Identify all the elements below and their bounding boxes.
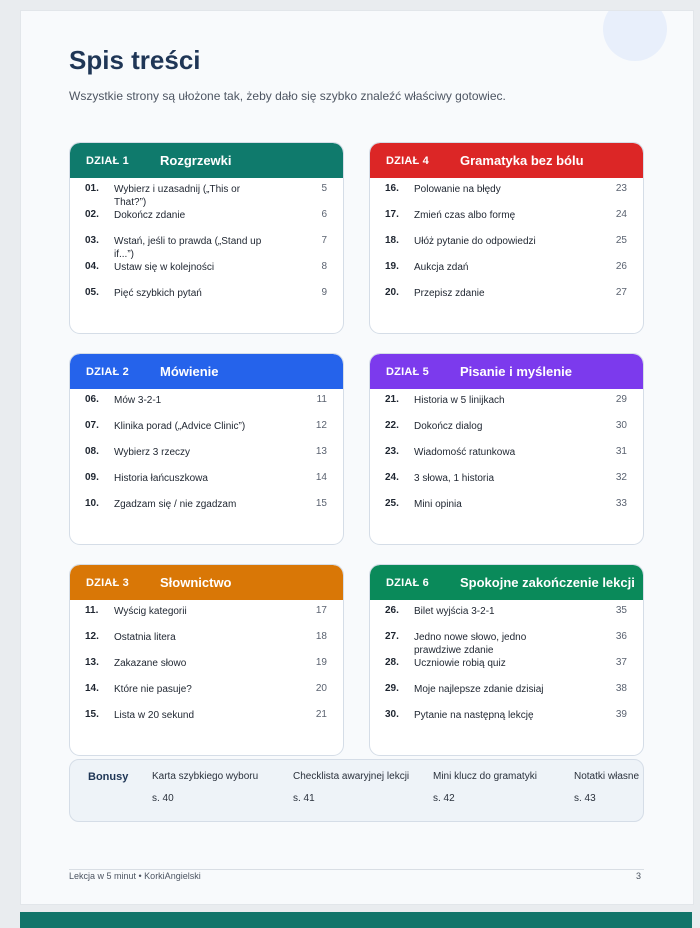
entry-title: Wybierz 3 rzeczy xyxy=(114,447,191,458)
entry-number: 29. xyxy=(385,683,399,694)
entry-title: Przepisz zdanie xyxy=(414,288,485,299)
entry-number: 17. xyxy=(385,209,399,220)
bonus-item[interactable] xyxy=(433,771,571,804)
section-items xyxy=(370,178,643,313)
entry-number: 01. xyxy=(85,183,99,194)
bonus-item-name: Checklista awaryjnej lekcji xyxy=(293,771,410,782)
toc-entry[interactable] xyxy=(370,498,643,524)
toc-entry[interactable] xyxy=(70,209,343,235)
bonus-item-page: s. 43 xyxy=(574,793,596,804)
toc-entry[interactable] xyxy=(70,446,343,472)
entry-page: 5 xyxy=(321,183,327,194)
entry-title: Lista w 20 sekund xyxy=(114,710,195,721)
toc-entry[interactable] xyxy=(70,709,343,735)
entry-number: 23. xyxy=(385,446,399,457)
entry-number: 12. xyxy=(85,631,99,642)
entry-number: 02. xyxy=(85,209,99,220)
entry-page: 15 xyxy=(315,498,327,509)
entry-number: 27. xyxy=(385,631,399,642)
section-title: Pisanie i myślenie xyxy=(460,364,573,379)
bonus-item-page: s. 41 xyxy=(293,793,315,804)
entry-page: 7 xyxy=(321,235,327,246)
toc-entry[interactable] xyxy=(370,394,643,420)
toc-entry[interactable] xyxy=(370,183,643,209)
entry-page: 9 xyxy=(321,287,327,298)
entry-page: 27 xyxy=(615,287,627,298)
entry-number: 24. xyxy=(385,472,399,483)
entry-title: Ostatnia litera xyxy=(114,632,176,643)
bonus-item-name: Mini klucz do gramatyki xyxy=(433,771,537,782)
entry-number: 10. xyxy=(85,498,99,509)
entry-page: 30 xyxy=(615,420,627,431)
toc-entry[interactable] xyxy=(70,472,343,498)
entry-title: 3 słowa, 1 historia xyxy=(414,473,495,484)
section-card xyxy=(369,353,644,545)
entry-page: 38 xyxy=(615,683,627,694)
section-items xyxy=(370,389,643,524)
entry-number: 06. xyxy=(85,394,99,405)
toc-entry[interactable] xyxy=(370,261,643,287)
bonus-item[interactable] xyxy=(152,771,290,804)
entry-title: Dokończ zdanie xyxy=(114,210,186,221)
section-header[interactable] xyxy=(370,565,643,600)
toc-entry[interactable] xyxy=(370,605,643,631)
section-items xyxy=(70,178,343,313)
section-card xyxy=(369,142,644,334)
toc-entry[interactable] xyxy=(70,498,343,524)
entry-number: 07. xyxy=(85,420,99,431)
toc-entry[interactable] xyxy=(70,683,343,709)
entry-title: Bilet wyjścia 3-2-1 xyxy=(414,606,495,617)
entry-number: 08. xyxy=(85,446,99,457)
entry-page: 32 xyxy=(615,472,627,483)
section-label: DZIAŁ 4 xyxy=(386,154,429,167)
bonus-item-page: s. 40 xyxy=(152,793,174,804)
entry-title: Które nie pasuje? xyxy=(114,684,192,695)
entry-number: 15. xyxy=(85,709,99,720)
page-title: Spis treści xyxy=(69,45,201,75)
entry-page: 29 xyxy=(615,394,627,405)
entry-page: 24 xyxy=(615,209,627,220)
toc-entry[interactable] xyxy=(70,261,343,287)
bonus-item-name: Notatki własne xyxy=(574,771,640,782)
section-card xyxy=(69,142,344,334)
toc-entry[interactable] xyxy=(70,235,343,261)
bonus-item-name: Karta szybkiego wyboru xyxy=(152,771,259,782)
toc-entry[interactable] xyxy=(70,183,343,209)
entry-number: 04. xyxy=(85,261,99,272)
entry-page: 19 xyxy=(315,657,327,668)
section-header[interactable] xyxy=(370,354,643,389)
entry-title: Mini opinia xyxy=(414,499,462,510)
next-page-edge xyxy=(20,912,692,928)
entry-title: Mów 3-2-1 xyxy=(114,395,162,406)
entry-title: Ułóż pytanie do odpowiedzi xyxy=(414,236,536,247)
toc-entry[interactable] xyxy=(70,631,343,657)
toc-entry[interactable] xyxy=(370,209,643,235)
decorative-circle xyxy=(603,10,667,61)
entry-number: 03. xyxy=(85,235,99,246)
entry-title: Zgadzam się / nie zgadzam xyxy=(114,499,237,510)
toc-entry[interactable] xyxy=(370,446,643,472)
entry-number: 22. xyxy=(385,420,399,431)
section-title: Spokojne zakończenie lekcji xyxy=(460,575,635,590)
entry-number: 28. xyxy=(385,657,399,668)
section-items xyxy=(70,600,343,735)
bonus-item-page: s. 42 xyxy=(433,793,455,804)
bonus-box xyxy=(69,759,644,822)
toc-entry[interactable] xyxy=(70,394,343,420)
entry-page: 18 xyxy=(315,631,327,642)
section-title: Mówienie xyxy=(160,364,219,379)
section-card xyxy=(69,564,344,756)
toc-entry[interactable] xyxy=(370,472,643,498)
entry-page: 26 xyxy=(615,261,627,272)
entry-number: 05. xyxy=(85,287,99,298)
entry-page: 13 xyxy=(315,446,327,457)
section-label: DZIAŁ 5 xyxy=(386,365,429,378)
footer-text: Lekcja w 5 minut • KorkiAngielski xyxy=(69,871,201,881)
entry-page: 25 xyxy=(615,235,627,246)
bonus-item[interactable] xyxy=(574,771,644,804)
section-label: DZIAŁ 3 xyxy=(86,576,129,589)
entry-page: 6 xyxy=(321,209,327,220)
entry-page: 23 xyxy=(615,183,627,194)
entry-title: Wstań, jeśli to prawda („Stand up if...”) xyxy=(114,236,262,260)
section-header[interactable] xyxy=(370,143,643,178)
entry-page: 35 xyxy=(615,605,627,616)
page-number: 3 xyxy=(636,871,642,881)
entry-page: 20 xyxy=(315,683,327,694)
toc-entry[interactable] xyxy=(370,235,643,261)
entry-title: Wiadomość ratunkowa xyxy=(414,447,516,458)
entry-page: 36 xyxy=(615,631,627,642)
entry-title: Wybierz i uzasadnij („This or That?”) xyxy=(114,184,241,208)
page-subtitle: Wszystkie strony są ułożone tak, żeby dało się szybko znaleźć właściwy gotowiec. xyxy=(69,89,506,103)
toc-entry[interactable] xyxy=(370,709,643,735)
entry-title: Wyścig kategorii xyxy=(114,606,187,617)
entry-title: Pytanie na następną lekcję xyxy=(414,710,534,721)
toc-entry[interactable] xyxy=(370,420,643,446)
entry-title: Ustaw się w kolejności xyxy=(114,262,215,273)
entry-number: 13. xyxy=(85,657,99,668)
toc-entry[interactable] xyxy=(70,287,343,313)
entry-title: Historia łańcuszkowa xyxy=(114,473,208,484)
entry-title: Jedno nowe słowo, jedno prawdziwe zdanie xyxy=(414,632,527,656)
entry-number: 14. xyxy=(85,683,99,694)
entry-title: Aukcja zdań xyxy=(414,262,469,273)
section-items xyxy=(370,600,643,735)
section-label: DZIAŁ 2 xyxy=(86,365,129,378)
toc-page xyxy=(20,10,694,905)
entry-page: 39 xyxy=(615,709,627,720)
section-items xyxy=(70,389,343,524)
entry-title: Historia w 5 linijkach xyxy=(414,395,505,406)
section-title: Słownictwo xyxy=(160,575,232,590)
entry-number: 11. xyxy=(85,605,99,616)
toc-entry[interactable] xyxy=(70,657,343,683)
section-header[interactable] xyxy=(70,565,343,600)
section-header[interactable] xyxy=(70,354,343,389)
entry-page: 37 xyxy=(615,657,627,668)
bonus-item[interactable] xyxy=(293,771,431,804)
entry-title: Zakazane słowo xyxy=(114,658,187,669)
entry-title: Pięć szybkich pytań xyxy=(114,288,202,299)
toc-entry[interactable] xyxy=(370,287,643,313)
section-header[interactable] xyxy=(70,143,343,178)
footer-divider xyxy=(69,869,644,870)
entry-page: 17 xyxy=(315,605,327,616)
entry-number: 21. xyxy=(385,394,399,405)
entry-title: Uczniowie robią quiz xyxy=(414,658,506,669)
entry-page: 11 xyxy=(316,394,327,405)
entry-number: 25. xyxy=(385,498,399,509)
bonus-label: Bonusy xyxy=(88,771,129,783)
entry-page: 31 xyxy=(615,446,627,457)
entry-title: Moje najlepsze zdanie dzisiaj xyxy=(414,684,544,695)
entry-number: 09. xyxy=(85,472,99,483)
toc-entry[interactable] xyxy=(70,605,343,631)
section-label: DZIAŁ 1 xyxy=(86,154,129,167)
toc-entry[interactable] xyxy=(370,631,643,657)
entry-page: 14 xyxy=(315,472,327,483)
entry-number: 30. xyxy=(385,709,399,720)
section-card xyxy=(369,564,644,756)
entry-page: 8 xyxy=(321,261,327,272)
section-title: Rozgrzewki xyxy=(160,153,232,168)
entry-title: Klinika porad („Advice Clinic”) xyxy=(114,421,246,432)
entry-title: Polowanie na błędy xyxy=(414,184,501,195)
entry-number: 16. xyxy=(385,183,399,194)
entry-number: 18. xyxy=(385,235,399,246)
section-card xyxy=(69,353,344,545)
section-label: DZIAŁ 6 xyxy=(386,576,429,589)
toc-entry[interactable] xyxy=(370,657,643,683)
entry-page: 12 xyxy=(315,420,327,431)
section-title: Gramatyka bez bólu xyxy=(460,153,584,168)
entry-number: 20. xyxy=(385,287,399,298)
entry-page: 33 xyxy=(615,498,627,509)
entry-title: Dokończ dialog xyxy=(414,421,483,432)
entry-page: 21 xyxy=(315,709,327,720)
entry-title: Zmień czas albo formę xyxy=(414,210,516,221)
toc-entry[interactable] xyxy=(70,420,343,446)
entry-number: 19. xyxy=(385,261,399,272)
toc-entry[interactable] xyxy=(370,683,643,709)
entry-number: 26. xyxy=(385,605,399,616)
